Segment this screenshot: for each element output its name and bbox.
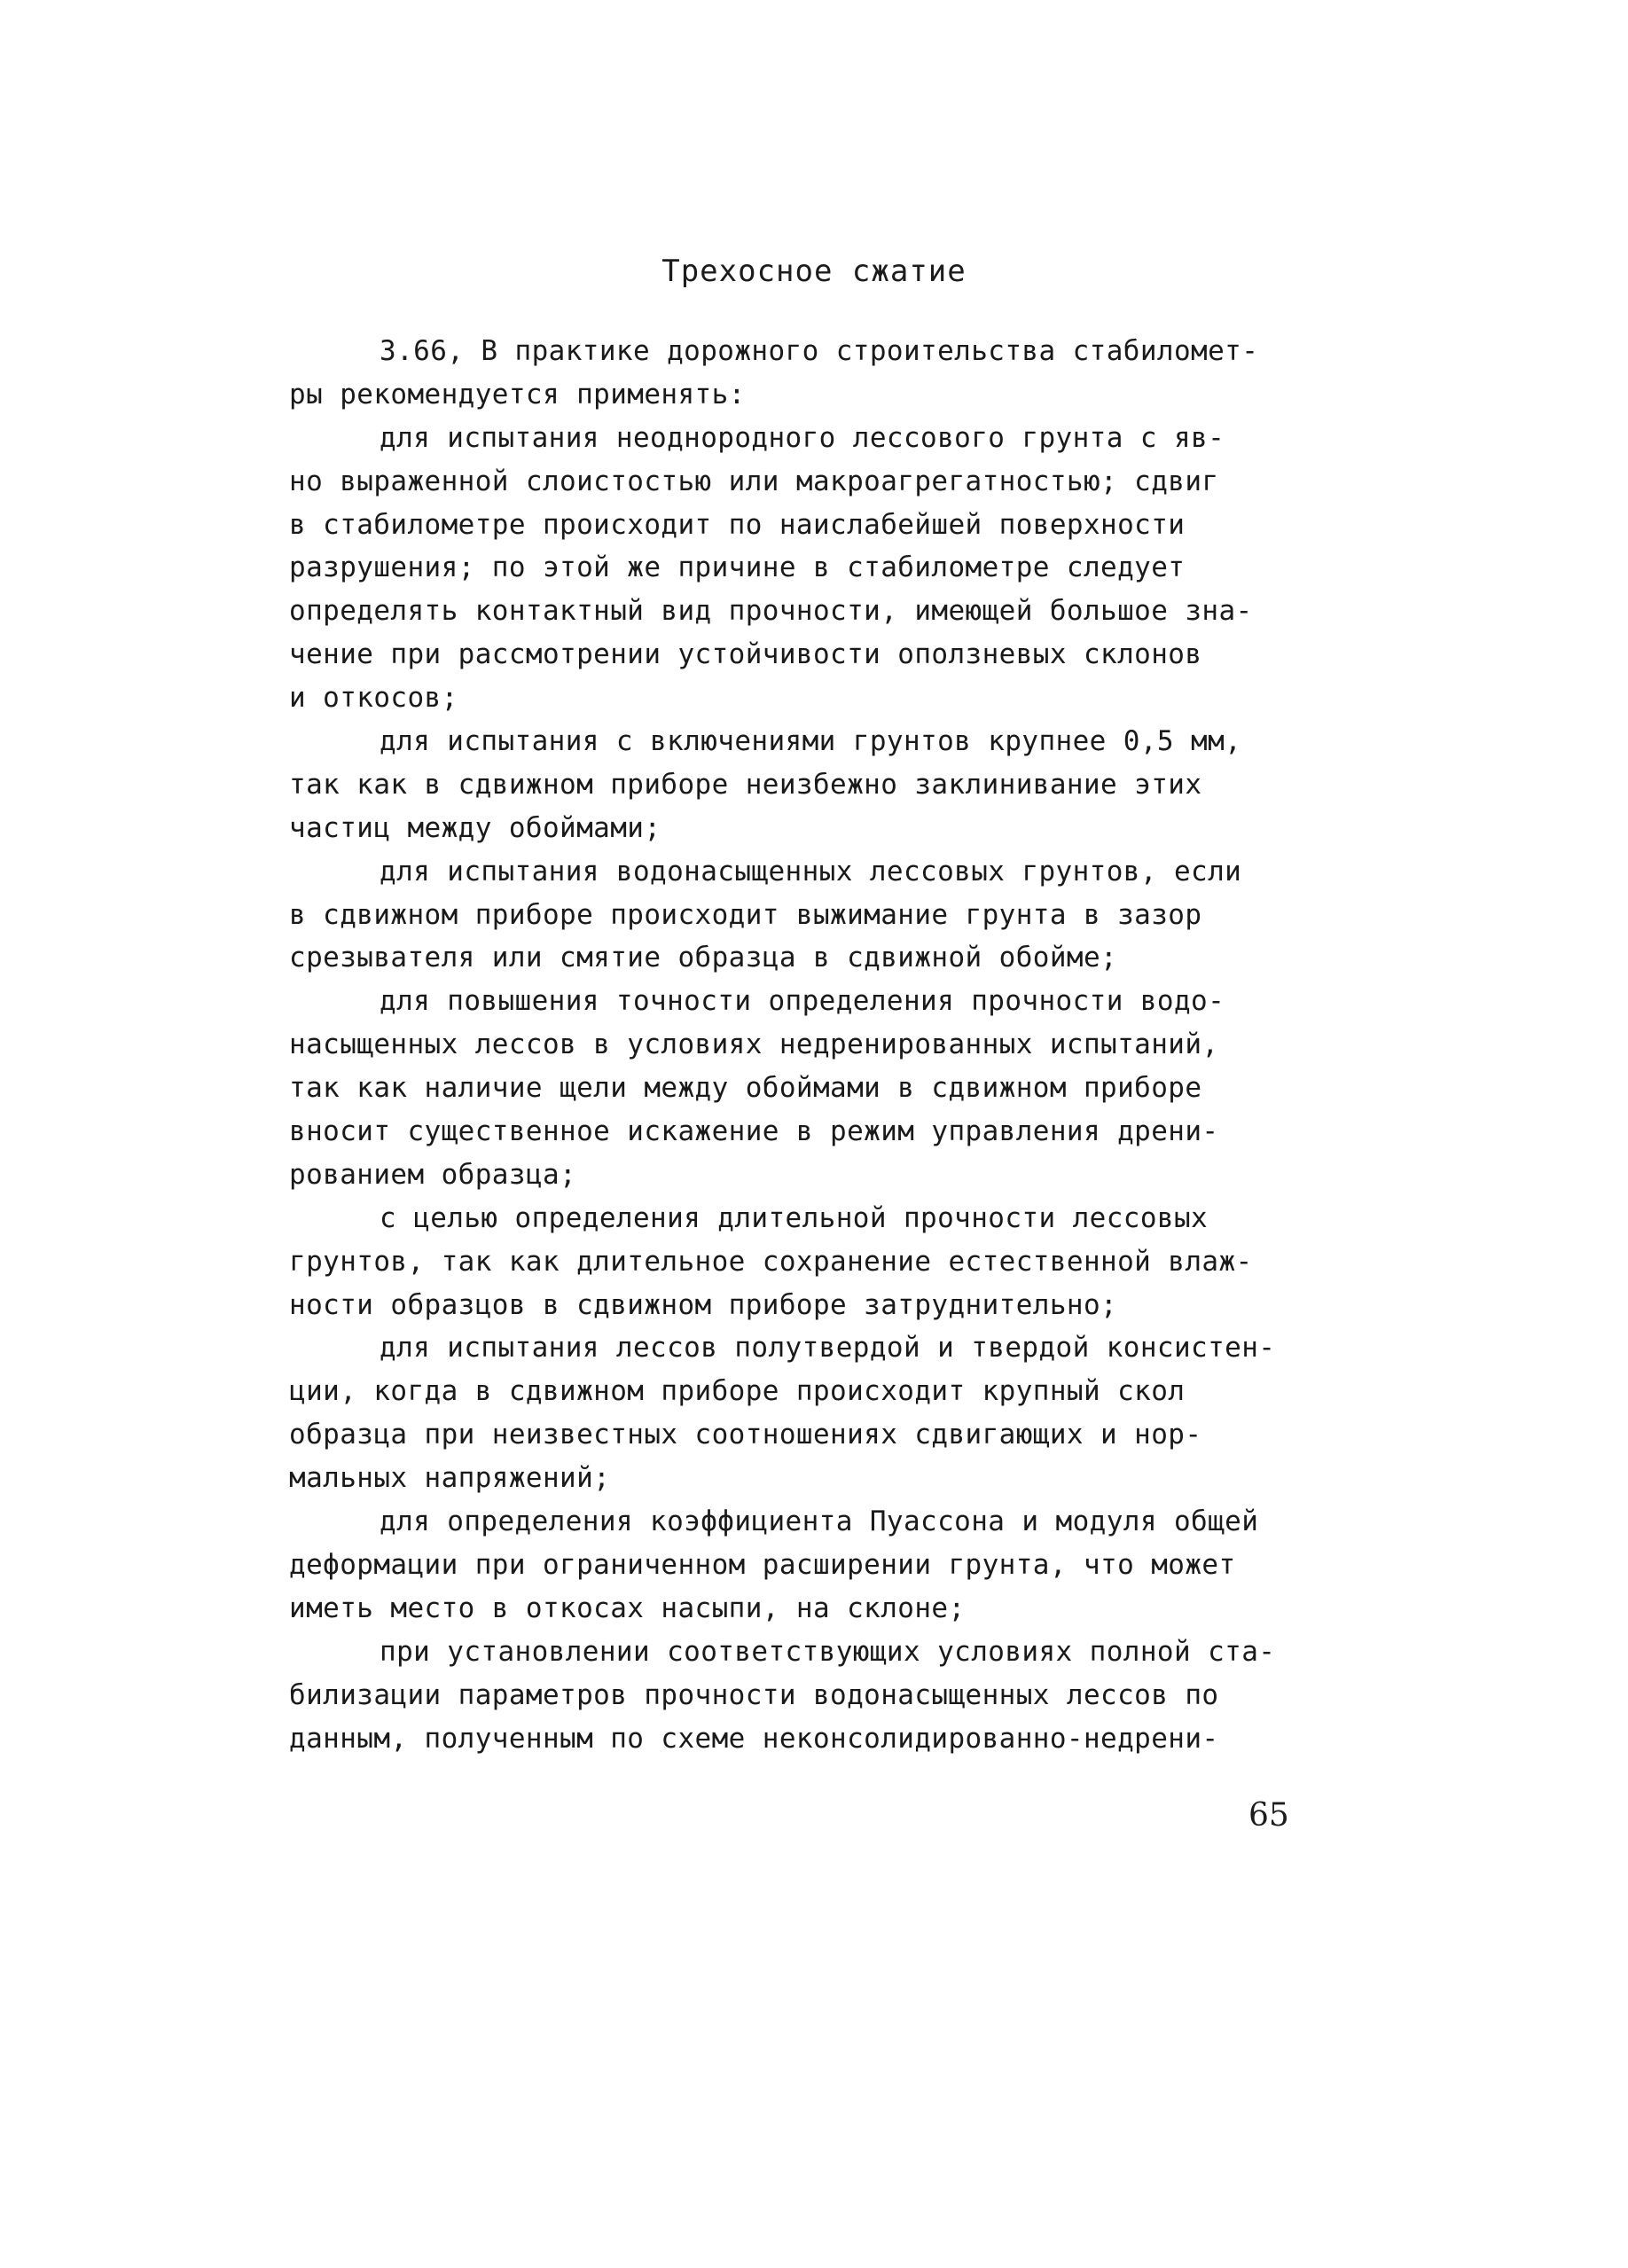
text-line: иметь место в откосах насыпи, на склоне; [289, 1592, 966, 1624]
text-line: для испытания с включениями грунтов крупнее 0,5 мм, [380, 725, 1242, 758]
text-line: вносит существенное искажение в режим управления дрени- [289, 1115, 1219, 1148]
text-line: так как наличие щели между обоймами в сдвижном приборе [289, 1072, 1202, 1105]
text-line: грунтов, так как длительное сохранение естественной влаж- [289, 1245, 1253, 1278]
text-line: 3.66, В практике дорожного строительства стабиломет- [380, 335, 1259, 367]
text-line: для повышения точности определения прочности водо- [380, 985, 1225, 1018]
text-line: так как в сдвижном приборе неизбежно заклинивание этих [289, 768, 1202, 801]
section-heading: Трехосное сжатие [661, 254, 967, 289]
text-line: образца при неизвестных соотношениях сдвигающих и нор- [289, 1419, 1202, 1451]
text-line: чение при рассмотрении устойчивости оползневых склонов [289, 638, 1202, 671]
page-number: 65 [1248, 1797, 1289, 1834]
text-line: срезывателя или смятие образца в сдвижной обойме; [289, 942, 1118, 974]
text-line: для испытания водонасыщенных лессовых грунтов, если [380, 855, 1242, 888]
text-line: и откосов; [289, 682, 458, 715]
text-line: данным, полученным по схеме неконсолидированно-недрени- [289, 1722, 1219, 1755]
text-line: с целью определения длительной прочности лессовых [380, 1201, 1209, 1234]
text-line: ры рекомендуется применять: [289, 378, 746, 411]
text-line: в стабилометре происходит по наислабейшей поверхности [289, 508, 1186, 541]
text-line: определять контактный вид прочности, имеющей большое зна- [289, 595, 1253, 628]
text-line: мальных напряжений; [289, 1462, 611, 1495]
text-line: для испытания лессов полутвердой и твердой консистен- [380, 1332, 1276, 1365]
text-line: для испытания неоднородного лессового грунта с яв- [380, 421, 1225, 454]
text-line: для определения коэффициента Пуассона и модуля общей [380, 1505, 1259, 1538]
text-line: насыщенных лессов в условиях недренированных испытаний, [289, 1028, 1219, 1061]
body-text [289, 330, 1380, 1760]
text-line: ности образцов в сдвижном приборе затруднительно; [289, 1288, 1118, 1321]
text-line: билизации параметров прочности водонасыщенных лессов по [289, 1678, 1219, 1711]
text-line: в сдвижном приборе происходит выжимание грунта в зазор [289, 898, 1202, 931]
text-line: но выраженной слоистостью или макроагрегатностью; сдвиг [289, 465, 1219, 497]
text-line: частиц между обоймами; [289, 811, 661, 844]
text-line: при установлении соответствующих условиях полной ста- [380, 1635, 1276, 1668]
text-line: рованием образца; [289, 1158, 577, 1191]
text-line: деформации при ограниченном расширении грунта, что может [289, 1548, 1236, 1581]
text-line: ции, когда в сдвижном приборе происходит крупный скол [289, 1375, 1186, 1408]
text-line: разрушения; по этой же причине в стабилометре следует [289, 551, 1186, 584]
